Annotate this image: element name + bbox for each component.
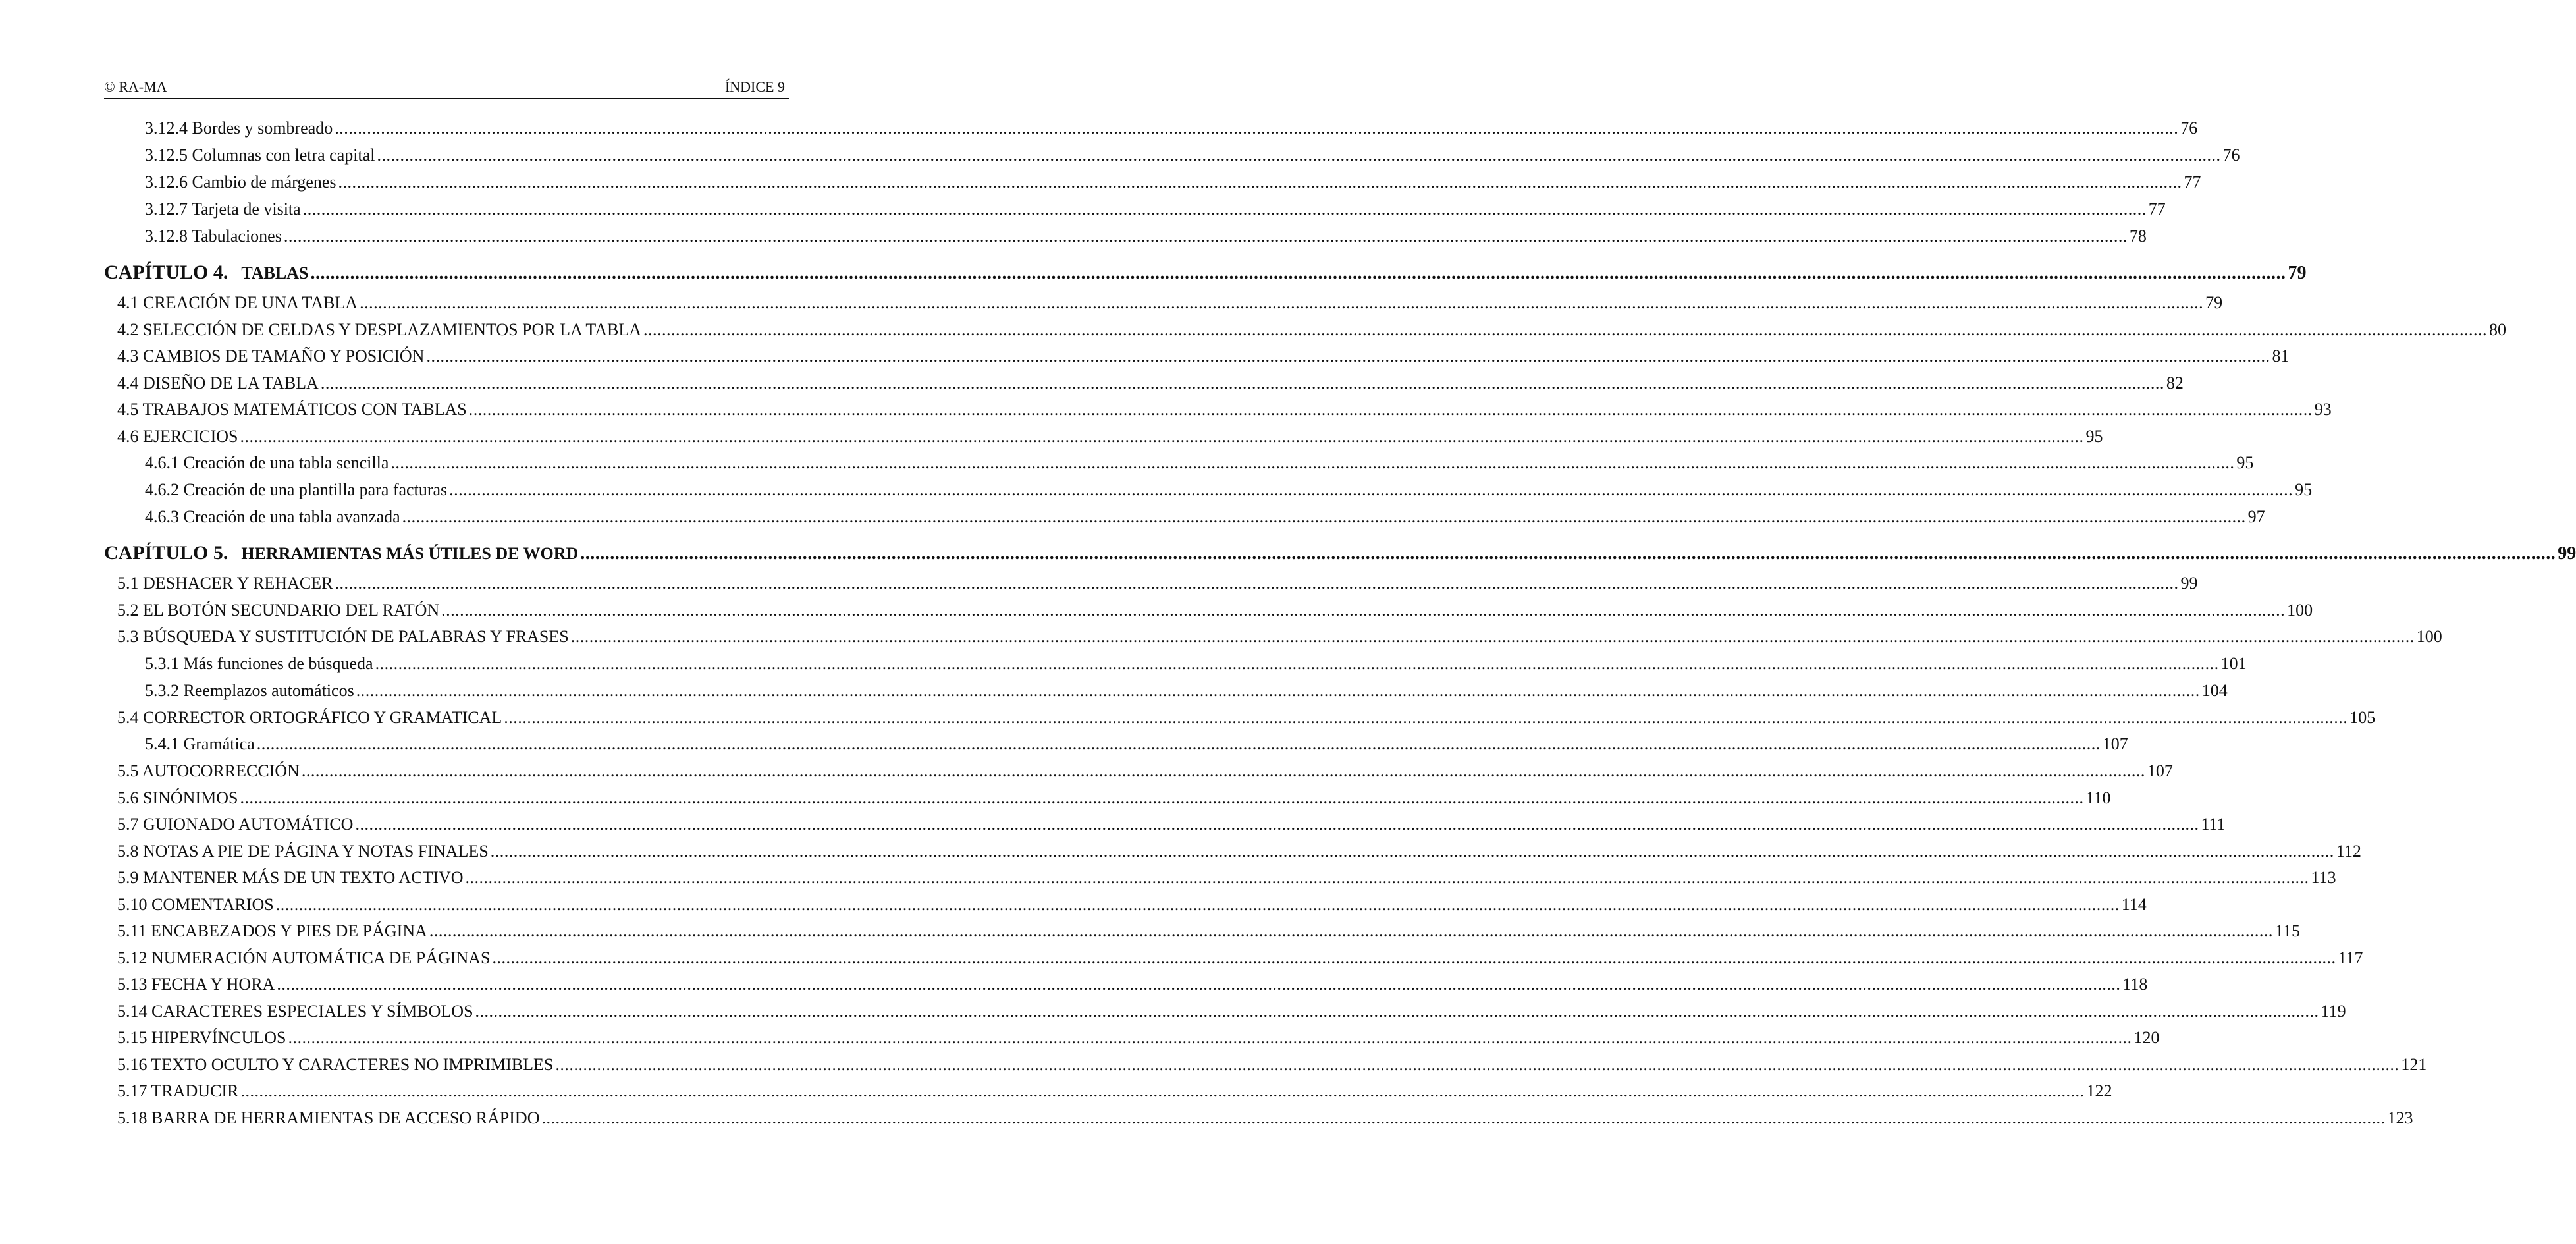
entry-page-number: 77	[2148, 200, 2166, 219]
toc-entry	[104, 788, 2111, 815]
entry-page-number: 80	[2489, 319, 2507, 339]
leader-dots: ................................................................................................................................................................................................................................................................................................................................................................................................................	[449, 480, 2294, 499]
toc-entry	[104, 627, 2442, 654]
leader-dots: ................................................................................................................................................................................................................................................................................................................................................................................................................	[335, 119, 2179, 138]
entry-page-number: 100	[2287, 600, 2313, 620]
entry-page-number: 120	[2133, 1028, 2160, 1047]
leader-dots: ................................................................................................................................................................................................................................................................................................................................................................................................................	[240, 426, 2084, 446]
toc-entry	[104, 894, 2147, 922]
entry-page-number: 97	[2247, 507, 2265, 526]
toc-entry	[104, 146, 2240, 173]
entry-title: 5.4.1 Gramática	[145, 734, 255, 753]
leader-dots: ................................................................................................................................................................................................................................................................................................................................................................................................................	[426, 346, 2270, 365]
toc-entry	[104, 507, 2265, 534]
entry-title: 3.12.5 Columnas con letra capital	[145, 146, 375, 165]
entry-page-number: 107	[2147, 761, 2173, 780]
toc-entry	[104, 346, 2290, 373]
toc-entry	[104, 574, 2198, 601]
toc-entry	[104, 761, 2173, 788]
toc-entry	[104, 373, 2184, 400]
entry-title: 5.12 NUMERACIÓN AUTOMÁTICA DE PÁGINAS	[117, 948, 491, 967]
toc-entry	[104, 1108, 2413, 1135]
toc-entry	[104, 921, 2300, 948]
chapter-title	[104, 261, 308, 284]
entry-title: 3.12.7 Tarjeta de visita	[145, 200, 301, 219]
entry-title: 5.11 ENCABEZADOS Y PIES DE PÁGINA	[117, 921, 427, 940]
entry-page-number: 78	[2129, 227, 2147, 246]
entry-page-number: 95	[2295, 480, 2313, 499]
entry-page-number: 119	[2321, 1001, 2346, 1021]
entry-title: 4.6 EJERCICIOS	[117, 426, 238, 446]
chapter-number: CAPÍTULO 5.	[104, 542, 228, 564]
entry-title: 4.5 TRABAJOS MATEMÁTICOS CON TABLAS	[117, 400, 467, 419]
toc-entry	[104, 119, 2198, 146]
leader-dots: ................................................................................................................................................................................................................................................................................................................................................................................................................	[240, 1081, 2085, 1100]
entry-page-number: 93	[2314, 400, 2332, 419]
toc-entry	[104, 653, 2247, 681]
entry-page-number: 79	[2288, 263, 2307, 283]
chapter-number: CAPÍTULO 4.	[104, 261, 228, 283]
leader-dots: ................................................................................................................................................................................................................................................................................................................................................................................................................	[390, 453, 2235, 472]
leader-dots: ................................................................................................................................................................................................................................................................................................................................................................................................................	[283, 227, 2128, 246]
header-section-page: ÍNDICE 9	[724, 78, 785, 95]
leader-dots: ................................................................................................................................................................................................................................................................................................................................................................................................................	[338, 173, 2182, 192]
entry-title: 4.4 DISEÑO DE LA TABLA	[117, 373, 319, 392]
entry-title: 5.10 COMENTARIOS	[117, 894, 274, 914]
toc-entry	[104, 293, 2223, 320]
entry-page-number: 79	[2205, 293, 2223, 312]
entry-title: 5.3 BÚSQUEDA Y SUSTITUCIÓN DE PALABRAS Y FRASES	[117, 627, 569, 646]
entry-page-number: 82	[2166, 373, 2184, 392]
leader-dots: ................................................................................................................................................................................................................................................................................................................................................................................................................	[240, 788, 2084, 807]
table-of-contents	[104, 119, 2576, 1135]
entry-page-number: 107	[2102, 734, 2128, 753]
entry-title: 4.3 CAMBIOS DE TAMAÑO Y POSICIÓN	[117, 346, 425, 365]
entry-title: 4.1 CREACIÓN DE UNA TABLA	[117, 293, 358, 312]
entry-title: 3.12.4 Bordes y sombreado	[145, 119, 333, 138]
entry-title: 4.2 SELECCIÓN DE CELDAS Y DESPLAZAMIENTOS POR LA TABLA	[117, 319, 642, 339]
entry-title: 5.1 DESHACER Y REHACER	[117, 574, 333, 593]
toc-entry	[104, 453, 2254, 480]
toc-entry	[104, 400, 2332, 427]
leader-dots: ................................................................................................................................................................................................................................................................................................................................................................................................................	[441, 600, 2286, 620]
toc-entry	[104, 707, 2376, 735]
entry-page-number: 112	[2336, 841, 2361, 861]
toc-entry	[104, 600, 2313, 628]
entry-title: 5.6 SINÓNIMOS	[117, 788, 238, 807]
entry-title: 5.2 EL BOTÓN SECUNDARIO DEL RATÓN	[117, 600, 440, 620]
leader-dots: ................................................................................................................................................................................................................................................................................................................................................................................................................	[288, 1028, 2132, 1047]
entry-title: 5.15 HIPERVÍNCULOS	[117, 1028, 286, 1047]
toc-entry	[104, 1001, 2346, 1029]
entry-page-number: 95	[2236, 453, 2254, 472]
toc-entry	[104, 975, 2148, 1002]
entry-title: 5.9 MANTENER MÁS DE UN TEXTO ACTIVO	[117, 868, 464, 887]
leader-dots: ................................................................................................................................................................................................................................................................................................................................................................................................................	[580, 543, 2556, 564]
toc-entry	[104, 1028, 2160, 1055]
toc-entry	[104, 734, 2128, 761]
page-header	[104, 77, 789, 99]
entry-page-number: 95	[2085, 426, 2103, 446]
leader-dots: ................................................................................................................................................................................................................................................................................................................................................................................................................	[492, 948, 2336, 967]
entry-page-number: 113	[2311, 868, 2336, 887]
leader-dots: ................................................................................................................................................................................................................................................................................................................................................................................................................	[356, 680, 2200, 700]
entry-page-number: 81	[2272, 346, 2290, 365]
leader-dots: ................................................................................................................................................................................................................................................................................................................................................................................................................	[301, 761, 2145, 780]
entry-page-number: 114	[2121, 894, 2147, 914]
toc-entry	[104, 1081, 2112, 1108]
chapter-title	[104, 542, 578, 564]
entry-title: 5.18 BARRA DE HERRAMIENTAS DE ACCESO RÁPIDO	[117, 1108, 540, 1127]
entry-title: 5.13 FECHA Y HORA	[117, 975, 275, 994]
entry-title: 4.6.2 Creación de una plantilla para facturas	[145, 480, 448, 499]
leader-dots: ................................................................................................................................................................................................................................................................................................................................................................................................................	[490, 841, 2334, 861]
leader-dots: ................................................................................................................................................................................................................................................................................................................................................................................................................	[310, 263, 2286, 283]
entry-page-number: 101	[2220, 653, 2247, 673]
leader-dots: ................................................................................................................................................................................................................................................................................................................................................................................................................	[355, 815, 2199, 834]
toc-entry	[104, 868, 2336, 895]
entry-page-number: 100	[2416, 627, 2442, 646]
entry-page-number: 76	[2180, 119, 2198, 138]
leader-dots: ................................................................................................................................................................................................................................................................................................................................................................................................................	[320, 373, 2164, 392]
leader-dots: ................................................................................................................................................................................................................................................................................................................................................................................................................	[429, 921, 2273, 940]
leader-dots: ................................................................................................................................................................................................................................................................................................................................................................................................................	[375, 653, 2219, 673]
toc-chapter	[104, 254, 2307, 293]
leader-dots: ................................................................................................................................................................................................................................................................................................................................................................................................................	[277, 975, 2121, 994]
entry-page-number: 121	[2401, 1054, 2427, 1074]
toc-entry	[104, 319, 2507, 347]
entry-title: 5.17 TRADUCIR	[117, 1081, 239, 1100]
entry-title: 5.14 CARACTERES ESPECIALES Y SÍMBOLOS	[117, 1001, 473, 1021]
leader-dots: ................................................................................................................................................................................................................................................................................................................................................................................................................	[468, 400, 2313, 419]
toc-entry	[104, 426, 2103, 454]
chapter-name: TABLAS	[241, 263, 309, 283]
entry-page-number: 115	[2274, 921, 2300, 940]
toc-entry	[104, 815, 2226, 842]
entry-title: 5.7 GUIONADO AUTOMÁTICO	[117, 815, 354, 834]
entry-title: 3.12.6 Cambio de márgenes	[145, 173, 336, 192]
entry-title: 5.4 CORRECTOR ORTOGRÁFICO Y GRAMATICAL	[117, 707, 502, 727]
leader-dots: ................................................................................................................................................................................................................................................................................................................................................................................................................	[475, 1001, 2319, 1021]
entry-page-number: 99	[2558, 543, 2576, 564]
entry-title: 5.3.2 Reemplazos automáticos	[145, 680, 354, 700]
entry-title: 3.12.8 Tabulaciones	[145, 227, 282, 246]
leader-dots: ................................................................................................................................................................................................................................................................................................................................................................................................................	[335, 574, 2179, 593]
entry-title: 4.6.1 Creación de una tabla sencilla	[145, 453, 389, 472]
header-copyright: © RA-MA	[104, 78, 167, 95]
entry-title: 5.3.1 Más funciones de búsqueda	[145, 653, 373, 673]
entry-page-number: 99	[2180, 574, 2198, 593]
leader-dots: ................................................................................................................................................................................................................................................................................................................................................................................................................	[360, 293, 2204, 312]
leader-dots: ................................................................................................................................................................................................................................................................................................................................................................................................................	[465, 868, 2309, 887]
entry-page-number: 110	[2085, 788, 2111, 807]
entry-page-number: 104	[2201, 680, 2228, 700]
entry-title: 5.16 TEXTO OCULTO Y CARACTERES NO IMPRIMIBLES	[117, 1054, 554, 1074]
entry-title: 5.5 AUTOCORRECCIÓN	[117, 761, 300, 780]
chapter-name: HERRAMIENTAS MÁS ÚTILES DE WORD	[241, 544, 579, 563]
toc-entry	[104, 200, 2166, 227]
entry-page-number: 122	[2086, 1081, 2112, 1100]
entry-page-number: 105	[2349, 707, 2376, 727]
entry-page-number: 111	[2201, 815, 2226, 834]
leader-dots: ................................................................................................................................................................................................................................................................................................................................................................................................................	[643, 319, 2488, 339]
leader-dots: ................................................................................................................................................................................................................................................................................................................................................................................................................	[256, 734, 2101, 753]
leader-dots: ................................................................................................................................................................................................................................................................................................................................................................................................................	[541, 1108, 2386, 1127]
leader-dots: ................................................................................................................................................................................................................................................................................................................................................................................................................	[504, 707, 2348, 727]
leader-dots: ................................................................................................................................................................................................................................................................................................................................................................................................................	[570, 627, 2415, 646]
toc-entry	[104, 841, 2361, 869]
entry-page-number: 118	[2122, 975, 2148, 994]
entry-title: 4.6.3 Creación de una tabla avanzada	[145, 507, 400, 526]
entry-page-number: 76	[2222, 146, 2240, 165]
toc-entry	[104, 480, 2313, 507]
entry-page-number: 117	[2338, 948, 2363, 967]
toc-entry	[104, 680, 2228, 708]
toc-entry	[104, 227, 2147, 254]
leader-dots: ................................................................................................................................................................................................................................................................................................................................................................................................................	[302, 200, 2147, 219]
leader-dots: ................................................................................................................................................................................................................................................................................................................................................................................................................	[402, 507, 2246, 526]
toc-chapter	[104, 534, 2576, 574]
toc-entry	[104, 1054, 2427, 1082]
toc-entry	[104, 173, 2201, 200]
entry-title: 5.8 NOTAS A PIE DE PÁGINA Y NOTAS FINALES	[117, 841, 489, 861]
toc-entry	[104, 948, 2363, 975]
leader-dots: ................................................................................................................................................................................................................................................................................................................................................................................................................	[555, 1054, 2400, 1074]
leader-dots: ................................................................................................................................................................................................................................................................................................................................................................................................................	[275, 894, 2120, 914]
leader-dots: ................................................................................................................................................................................................................................................................................................................................................................................................................	[377, 146, 2221, 165]
entry-page-number: 123	[2387, 1108, 2413, 1127]
entry-page-number: 77	[2184, 173, 2201, 192]
